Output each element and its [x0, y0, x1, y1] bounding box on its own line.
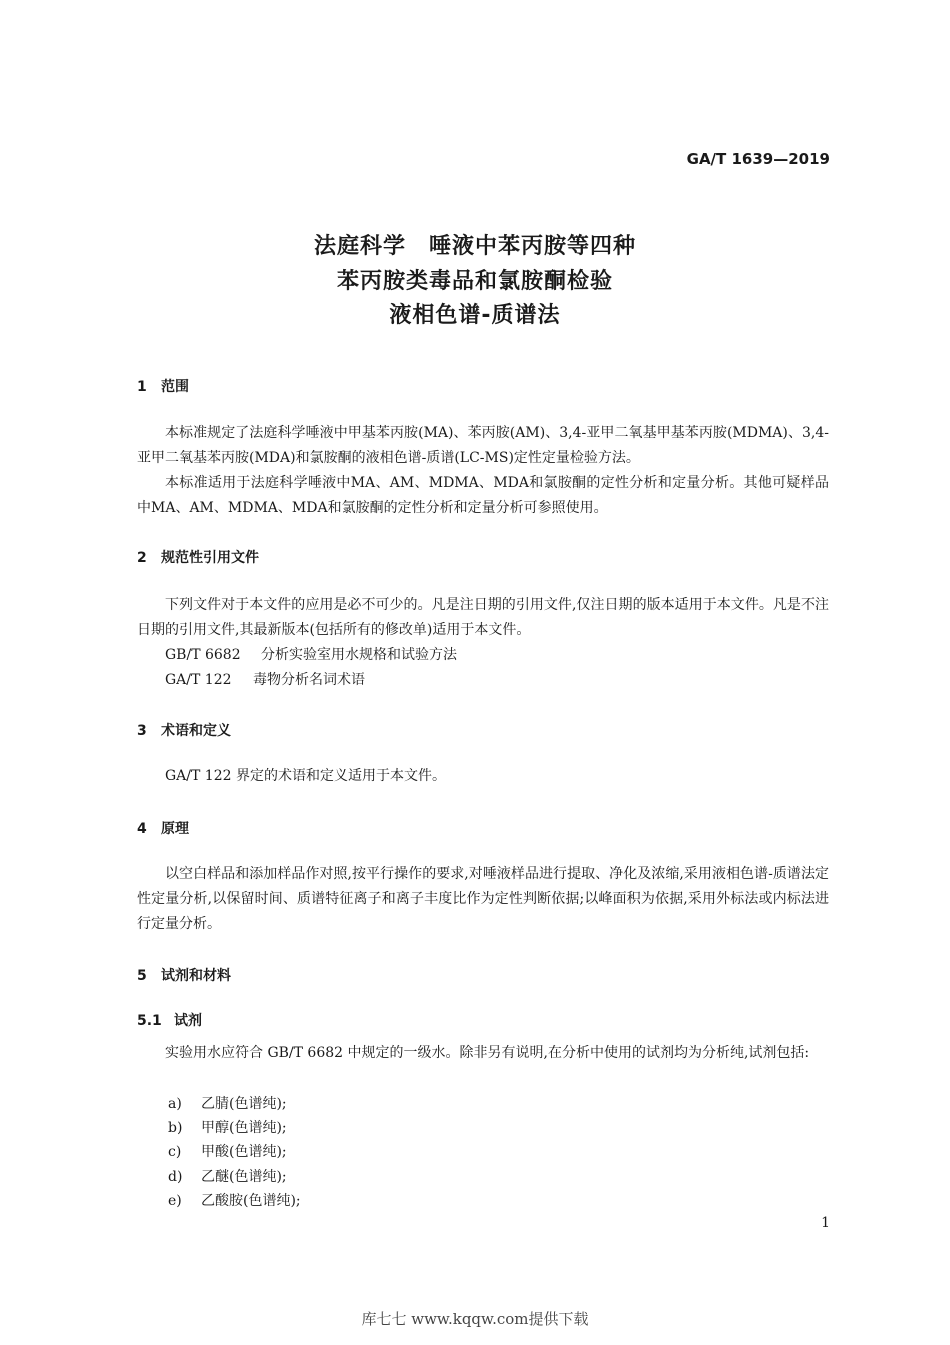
section-number: 5	[137, 968, 147, 984]
list-item	[168, 1189, 301, 1213]
section-4-paragraph-1: 以空白样品和添加样品作对照,按平行操作的要求,对唾液样品进行提取、净化及浓缩,采用液相色谱-质谱法定性定量分析,以保留时间、质谱特征离子和离子丰度比作为定性判断依据;以峰面积为依据,采用外标法或内标法进行定量分析。	[137, 866, 829, 932]
reference-code: GB/T 6682	[165, 647, 241, 663]
section-5-1-heading	[137, 1010, 202, 1030]
section-5-1-paragraph-1: 实验用水应符合 GB/T 6682 中规定的一级水。除非另有说明,在分析中使用的试剂均为分析纯,试剂包括:	[165, 1045, 810, 1061]
section-2-paragraph-1: 下列文件对于本文件的应用是必不可少的。凡是注日期的引用文件,仅注日期的版本适用于本文件。凡是不注日期的引用文件,其最新版本(包括所有的修改单)适用于本文件。	[137, 597, 829, 638]
normative-reference	[165, 668, 365, 693]
list-marker: d)	[168, 1169, 183, 1185]
section-1-paragraph-2: 本标准适用于法庭科学唾液中MA、AM、MDMA、MDA和氯胺酮的定性分析和定量分析。其他可疑样品中MA、AM、MDMA、MDA和氯胺酮的定性分析和定量分析可参照使用。	[137, 475, 829, 516]
download-footer: 库七七 www.kqqw.com提供下载	[361, 1310, 589, 1328]
reference-code: GA/T 122	[165, 672, 232, 688]
list-marker: a)	[168, 1096, 182, 1112]
section-title: 原理	[161, 821, 189, 837]
section-4-heading	[137, 818, 189, 838]
section-title: 术语和定义	[161, 723, 231, 739]
section-number: 1	[137, 379, 147, 395]
section-5-heading	[137, 965, 231, 985]
section-number: 2	[137, 550, 147, 566]
standard-code: GA/T 1639—2019	[686, 150, 830, 168]
title-line-1: 法庭科学 唾液中苯丙胺等四种	[313, 234, 636, 259]
list-marker: c)	[168, 1144, 182, 1160]
section-title: 范围	[161, 379, 189, 395]
section-number: 3	[137, 723, 147, 739]
page-number: 1	[821, 1215, 830, 1231]
list-item	[168, 1165, 287, 1189]
list-marker: b)	[168, 1120, 183, 1136]
normative-reference	[165, 643, 457, 668]
section-1-heading	[137, 376, 189, 396]
section-3-paragraph-1: GA/T 122 界定的术语和定义适用于本文件。	[165, 768, 446, 784]
list-marker: e)	[168, 1193, 182, 1209]
list-text: 乙酸胺(色谱纯);	[201, 1193, 301, 1209]
section-number: 4	[137, 821, 147, 837]
list-text: 乙醚(色谱纯);	[201, 1169, 287, 1185]
reference-title: 毒物分析名词术语	[253, 672, 365, 688]
section-number: 5.1	[137, 1013, 162, 1029]
reference-title: 分析实验室用水规格和试验方法	[261, 647, 457, 663]
title-line-2: 苯丙胺类毒品和氯胺酮检验	[336, 269, 613, 294]
section-3-heading	[137, 720, 231, 740]
list-item	[168, 1092, 287, 1116]
section-1-paragraph-1: 本标准规定了法庭科学唾液中甲基苯丙胺(MA)、苯丙胺(AM)、3,4-亚甲二氧基甲基苯丙胺(MDMA)、3,4-亚甲二氧基苯丙胺(MDA)和氯胺酮的液相色谱-质谱(LC-MS)定性定量检验方法。	[137, 425, 829, 466]
section-title: 规范性引用文件	[161, 550, 259, 566]
section-title: 试剂	[174, 1013, 202, 1029]
list-item	[168, 1140, 287, 1164]
list-text: 甲醇(色谱纯);	[201, 1120, 287, 1136]
title-line-3: 液相色谱-质谱法	[389, 303, 561, 328]
list-item	[168, 1116, 287, 1140]
section-2-heading	[137, 547, 259, 567]
list-text: 甲酸(色谱纯);	[201, 1144, 287, 1160]
list-text: 乙腈(色谱纯);	[201, 1096, 287, 1112]
section-title: 试剂和材料	[161, 968, 231, 984]
